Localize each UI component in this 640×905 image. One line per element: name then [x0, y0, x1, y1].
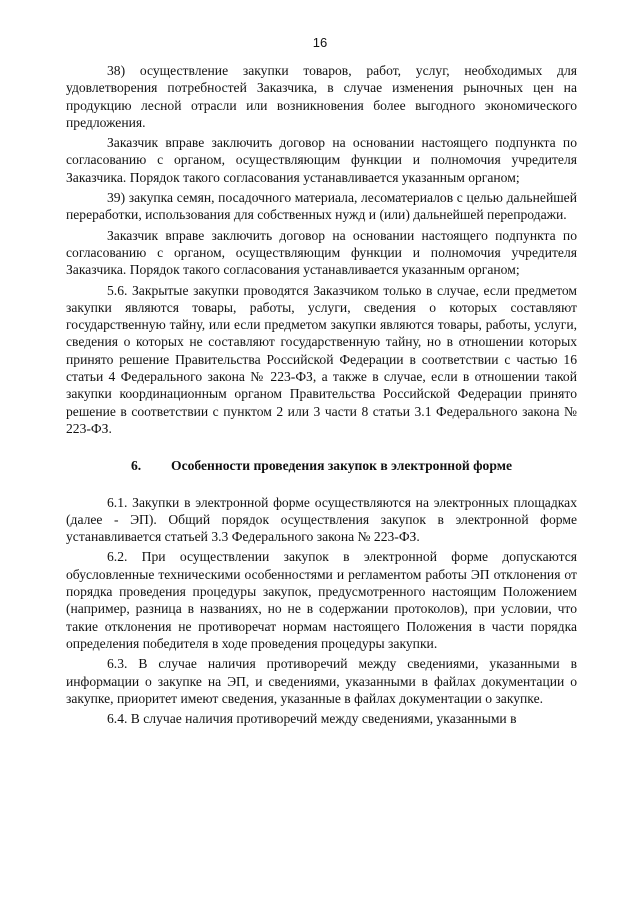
paragraph-5-6: 5.6. Закрытые закупки проводятся Заказчиком только в случае, если предметом закупки являются товары, работы, услуги, сведения о которых составляют государственную тайну, или если предметом закупки являются товары, работы, услуги, сведения о которых не составляют государственную тайну, но в отношении которых принято решение Правительства Российской Федерации в соответствии с частью 16 статьи 4 Федерального закона № 223-ФЗ, а также в случае, если в отношении такой закупки координационным органом Правительства Российской Федерации принято решение в соответствии с пунктом 2 или 3 части 8 статьи 3.1 Федерального закона № 223-ФЗ. [66, 282, 577, 436]
paragraph-6-1: 6.1. Закупки в электронной форме осуществляются на электронных площадках (далее - ЭП). Общий порядок осуществления закупок в электронной форме устанавливается статьей 3.3 Федерального закона № 223-ФЗ. [66, 494, 577, 545]
paragraph-6-2: 6.2. При осуществлении закупок в электронной форме допускаются обусловленные техническими особенностями и регламентом работы ЭП отклонения от порядка проведения процедуры закупок, предусмотренного настоящим Положением (например, разница в названиях, но не в содержании протоколов), при условии, что такие отклонения не противоречат нормам настоящего Положения в части порядка определения победителя в ходе проведения процедуры закупки. [66, 549, 577, 651]
document-body [66, 62, 577, 727]
section-title: Особенности проведения закупок в электронной форме [171, 458, 512, 474]
paragraph-38: 38) осуществление закупки товаров, работ, услуг, необходимых для удовлетворения потребностей Заказчика, в случае изменения рыночных цен на продукцию лесной отрасли или возникновения более выгодного экономического предложения. [66, 63, 577, 130]
paragraph-6-4: 6.4. В случае наличия противоречий между сведениями, указанными в [107, 711, 517, 727]
section-number: 6. [131, 458, 142, 474]
section-heading [66, 457, 577, 474]
paragraph-39: 39) закупка семян, посадочного материала, лесоматериалов с целью дальнейшей переработки, использования для собственных нужд и (или) дальнейшей перепродажи. [66, 190, 577, 223]
paragraph-6-3: 6.3. В случае наличия противоречий между сведениями, указанными в информации о закупке на ЭП, и сведениями, указанными в файлах документации о закупке, приоритет имеют сведения, указанные в файлах документации о закупке. [66, 656, 577, 706]
page-number: 16 [312, 35, 328, 50]
paragraph-39-note: Заказчик вправе заключить договор на основании настоящего подпункта по согласованию с органом, осуществляющим функции и полномочия учредителя Заказчика. Порядок такого согласования устанавливается указанным органом; [66, 227, 577, 278]
paragraph-38-note: Заказчик вправе заключить договор на основании настоящего подпункта по согласованию с органом, осуществляющим функции и полномочия учредителя Заказчика. Порядок такого согласования устанавливается указанным органом; [66, 135, 577, 185]
